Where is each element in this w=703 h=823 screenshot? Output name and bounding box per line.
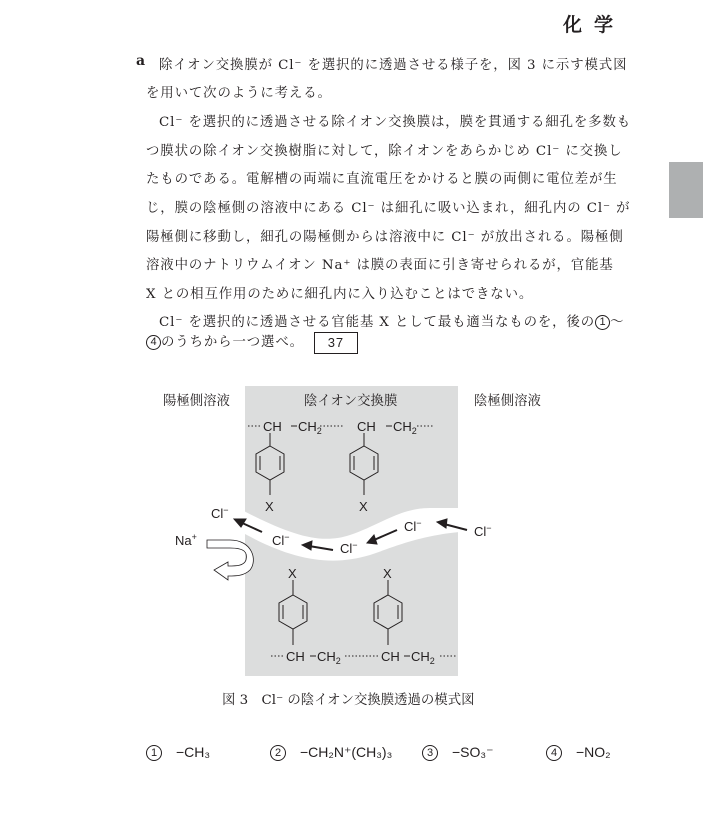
svg-text:CH2: $CH_2$ — [393, 419, 417, 436]
choice-1[interactable]: 1 −CH₃ — [146, 744, 210, 761]
svg-text:CH: CH — [263, 419, 282, 434]
svg-text:Cl−: Cl− — [474, 523, 492, 539]
svg-text:CH: CH — [357, 419, 376, 434]
svg-text:CH: CH — [381, 649, 400, 664]
figure-caption: 図 3 Cl⁻ の陰イオン交換膜透過の模式図 — [222, 693, 475, 708]
choice-range-start: 1 — [595, 315, 610, 330]
label-membrane: 陰イオン交換膜 — [304, 394, 398, 409]
text-line: 溶液中のナトリウムイオン Na⁺ は膜の表面に引き寄せられるが，官能基 — [146, 258, 614, 273]
text-line: 陽極側に移動し，細孔の陽極側からは溶液中に Cl⁻ が放出される。陽極側 — [146, 230, 624, 245]
label-cathode-solution: 陰極側溶液 — [474, 394, 541, 409]
svg-text:CH2: $CH_2$ — [317, 649, 341, 666]
label-anode-solution: 陽極側溶液 — [163, 394, 230, 409]
svg-text:Cl−: Cl− — [340, 540, 358, 556]
svg-text:Cl−: Cl− — [272, 532, 290, 548]
text-line: じ，膜の陰極側の溶液中にある Cl⁻ は細孔に吸い込まれ，細孔内の Cl⁻ が — [146, 201, 631, 216]
answer-box[interactable]: 37 — [314, 332, 358, 354]
text-line: たものである。電解槽の両端に直流電圧をかけると膜の両側に電位差が生 — [146, 172, 618, 187]
svg-text:X: X — [265, 499, 274, 514]
svg-text:Cl−: Cl− — [211, 505, 229, 521]
text-line: X との相互作用のために細孔内に入り込むことはできない。 — [146, 287, 534, 302]
svg-text:CH2: $CH_2$ — [411, 649, 435, 666]
text-segment: のうちから一つ選べ。 — [161, 335, 304, 350]
text-line: を用いて次のように考える。 — [146, 86, 332, 101]
choice-3[interactable]: 3 −SO₃⁻ — [422, 744, 494, 761]
choice-4[interactable]: 4 −NO₂ — [546, 744, 611, 761]
svg-text:X: X — [383, 566, 392, 581]
svg-text:Cl−: Cl− — [404, 518, 422, 534]
question-marker: a — [136, 53, 146, 69]
text-line: つ膜状の除イオン交換樹脂に対して，除イオンをあらかじめ Cl⁻ に交換し — [146, 144, 623, 159]
text-segment: Cl⁻ を選択的に透過させる官能基 X として最も適当なものを，後の — [159, 315, 596, 330]
svg-text:X: X — [288, 566, 297, 581]
choice-2[interactable]: 2 −CH₂N⁺(CH₃)₃ — [270, 744, 392, 761]
svg-text:Na+: Na+ — [175, 532, 197, 548]
svg-text:CH2: $CH_2$ — [298, 419, 322, 436]
range-separator: ～ — [610, 315, 625, 330]
svg-text:CH: CH — [286, 649, 305, 664]
choice-range-end: 4 — [146, 335, 161, 350]
text-line: 除イオン交換膜が Cl⁻ を選択的に透過させる様子を，図 3 に示す模式図 — [159, 58, 628, 73]
subject-header: 化学 — [563, 14, 626, 36]
text-line: Cl⁻ を選択的に透過させる除イオン交換膜は，膜を貫通する細孔を多数も — [159, 115, 632, 130]
svg-text:X: X — [359, 499, 368, 514]
